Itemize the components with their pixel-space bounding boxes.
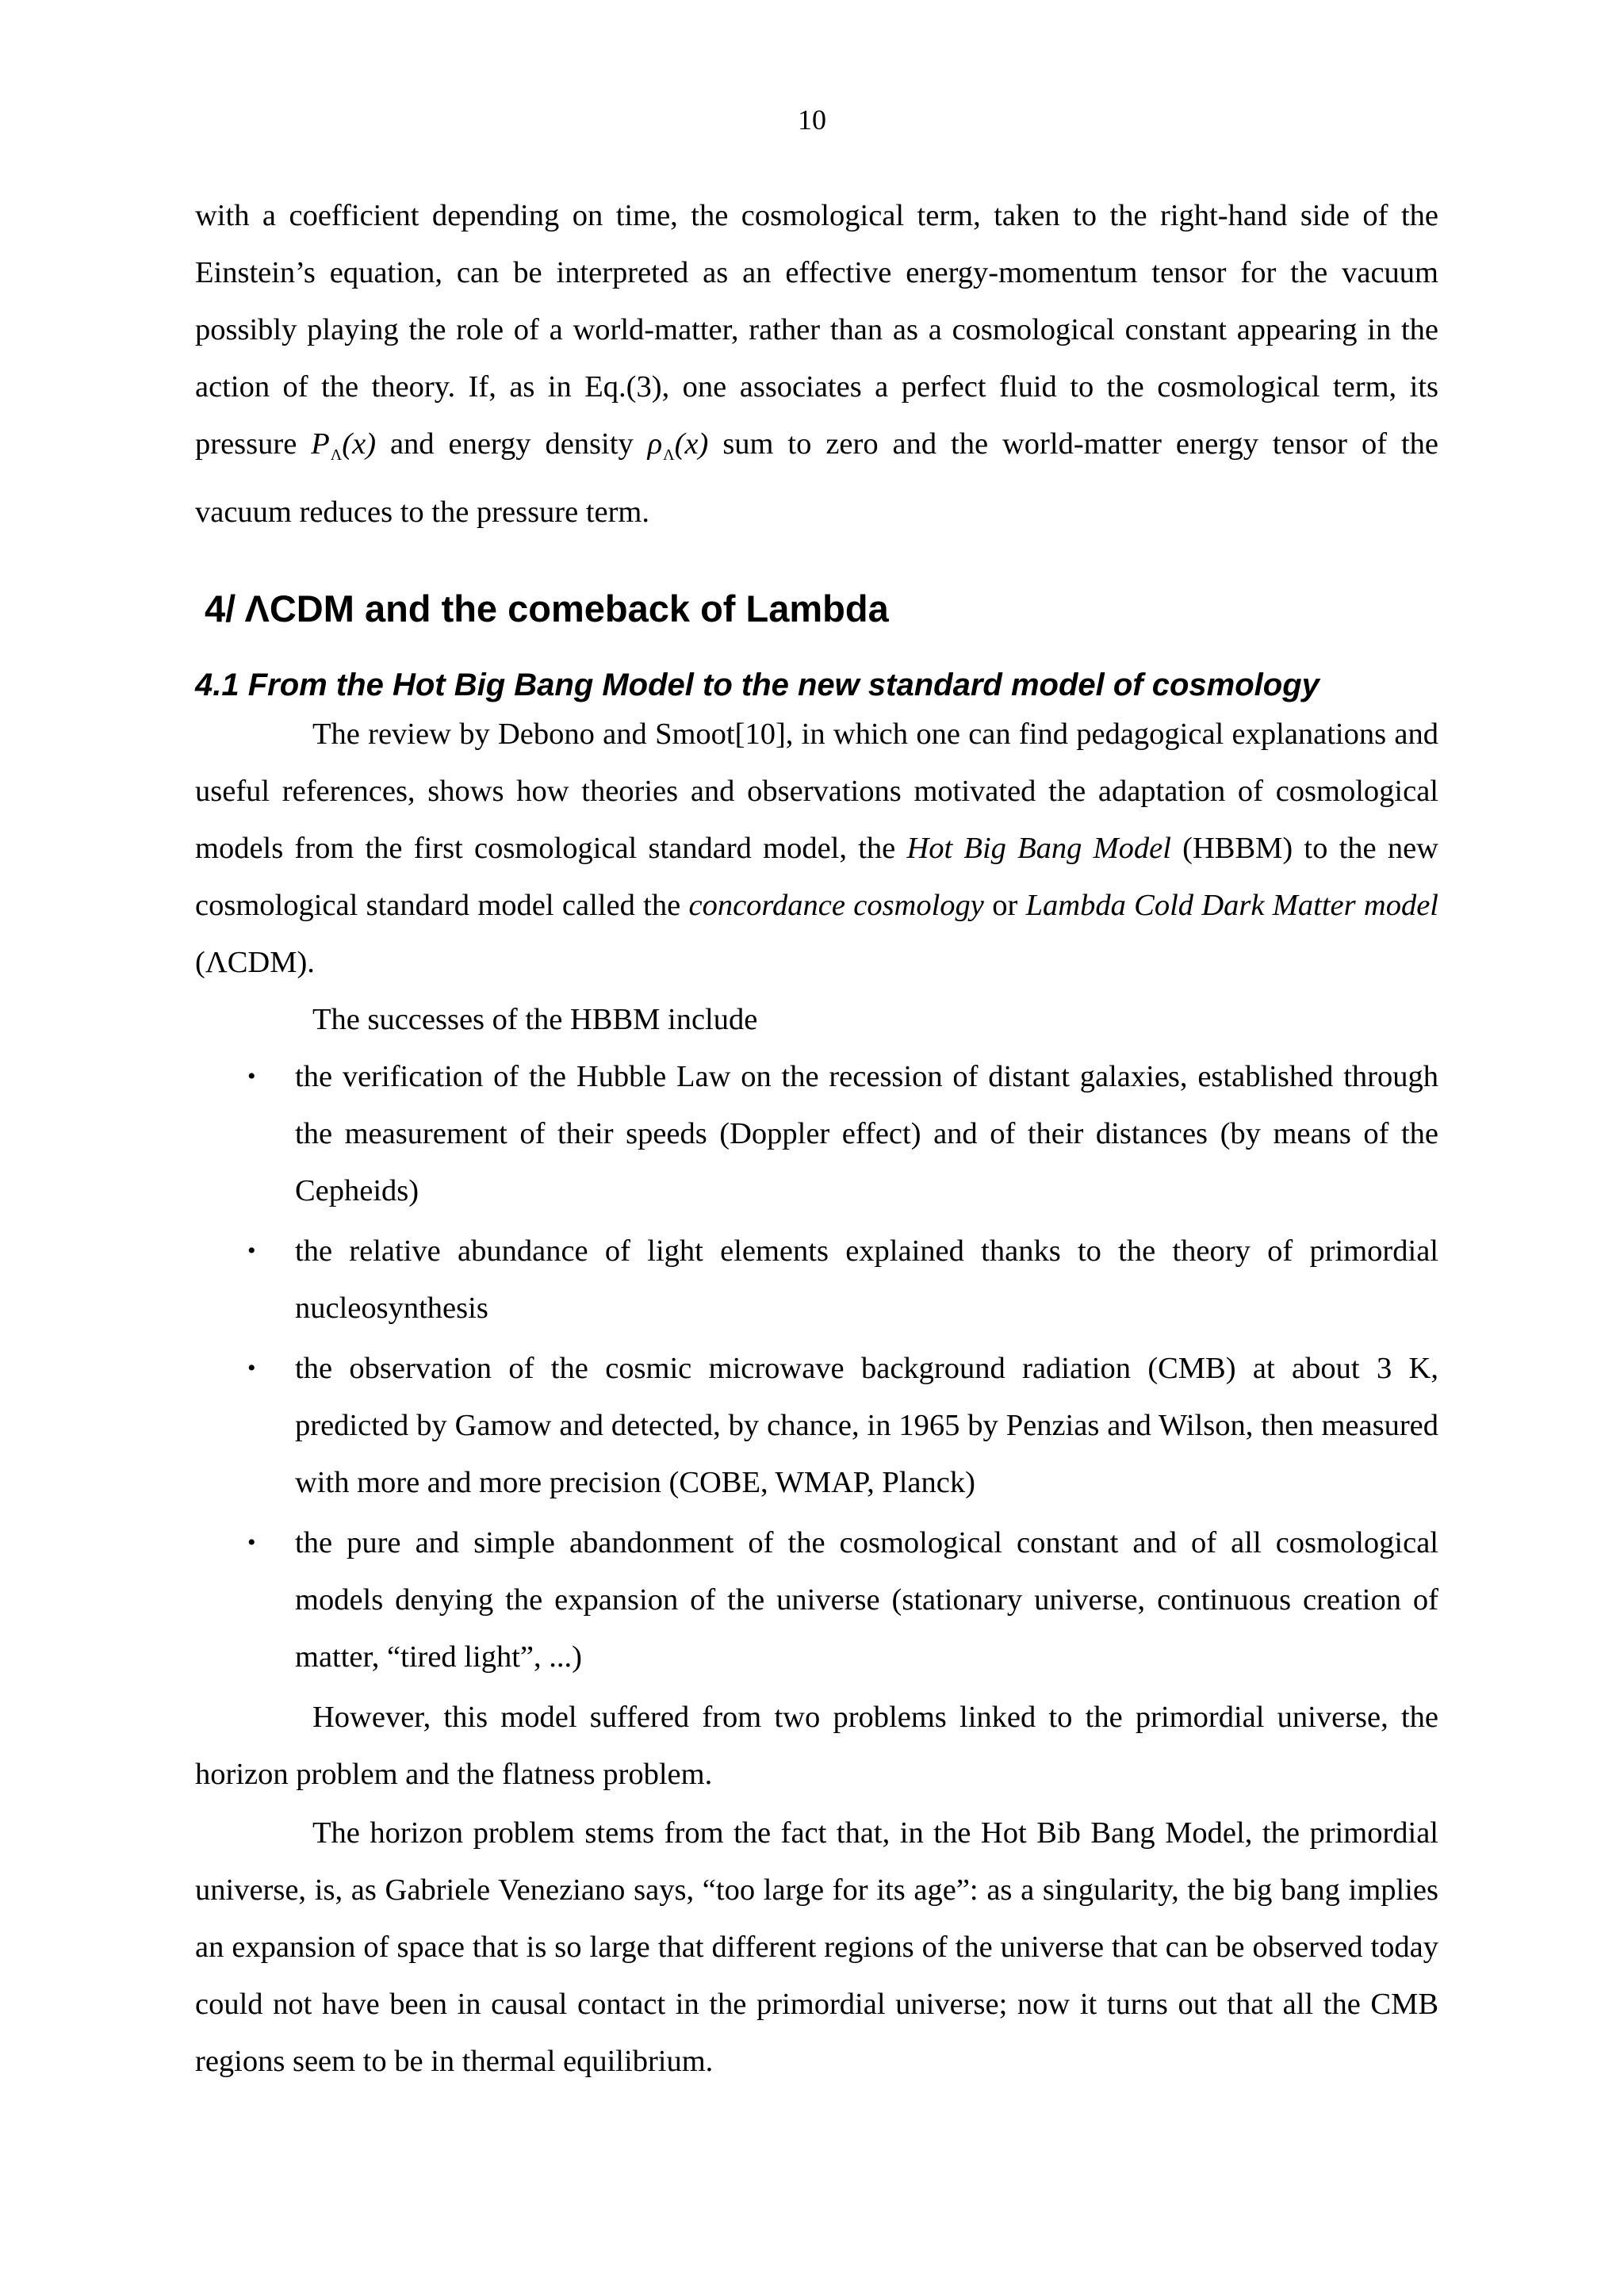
bullet-icon: •	[247, 1355, 256, 1381]
main-body	[195, 706, 1438, 2090]
list-item: • the verification of the Hubble Law on the recession of distant galaxies, established through the measurement of their speeds (Doppler effect) and of their distances (by means of the Cepheids)	[195, 1048, 1438, 1219]
bullet-icon: •	[247, 1529, 256, 1556]
list-item: • the relative abundance of light elements explained thanks to the theory of primordial nucleosynthesis	[195, 1223, 1438, 1337]
bullet-icon: •	[247, 1063, 256, 1089]
section-heading: 4/ ΛCDM and the comeback of Lambda	[205, 587, 889, 629]
lcdm-term: Lambda Cold Dark Matter model	[1025, 889, 1438, 922]
paragraph-2: The review by Debono and Smoot[10], in which one can find pedagogical explanations and useful references, shows how theories and observations motivated the adaptation of cosmological models from the first cosmological standard model, the Hot Big Bang Model (HBBM) to the new cosmological standard model called the concordance cosmology or Lambda Cold Dark Matter model (ΛCDM).	[195, 718, 1438, 979]
energy-density-symbol: $\rho_\Lambda(x)$	[647, 427, 709, 464]
paragraph-4: However, this model suffered from two problems linked to the primordial universe, the horizon problem and the flatness problem.	[195, 1701, 1438, 1791]
list-item: • the pure and simple abandonment of the cosmological constant and of all cosmological models denying the expansion of the universe (stationary universe, continuous creation of matter, “tired light”, ...)	[195, 1514, 1438, 1686]
successes-list	[195, 1048, 1438, 1686]
concordance-term: concordance cosmology	[688, 889, 984, 922]
paragraph-cosmological-term	[195, 187, 1438, 541]
para1-text-a: with a coefficient depending on time, the cosmological term, taken to the right-hand side of the Einstein’s equation, can be interpreted as an effective energy-momentum tensor for the vacuum possibly playing the role of a world-matter, rather than as a cosmological constant appearing in the action of the theory. If, as in Eq.(3), one associates a perfect fluid to the cosmological term, its pressure	[195, 199, 1438, 461]
paragraph-1	[195, 187, 1438, 541]
para1-text-c: sum to zero and the world-matter energy tensor of the vacuum reduces to the pressure term.	[195, 427, 1438, 529]
paragraph-3: The successes of the HBBM include	[312, 1003, 758, 1036]
para1-text-b: and energy density	[376, 427, 648, 461]
bullet-icon: •	[247, 1238, 256, 1264]
subsection-heading: 4.1 From the Hot Big Bang Model to the new standard model of cosmology	[195, 668, 1320, 702]
hbbm-term: Hot Big Bang Model	[906, 832, 1171, 865]
list-item: • the observation of the cosmic microwave background radiation (CMB) at about 3 K, predicted by Gamow and detected, by chance, in 1965 by Penzias and Wilson, then measured with more and more precision (COBE, WMAP, Planck)	[195, 1340, 1438, 1511]
paragraph-5: The horizon problem stems from the fact that, in the Hot Bib Bang Model, the primordial universe, is, as Gabriele Veneziano says, “too large for its age”: as a singularity, the big bang implies an expansion of space that is so large that different regions of the universe that can be observed today could not have been in causal contact in the primordial universe; now it turns out that all the CMB regions seem to be in thermal equilibrium.	[195, 1816, 1438, 2078]
pressure-symbol: $P_\Lambda(x)$	[311, 427, 377, 464]
page-number: 10	[798, 104, 826, 136]
